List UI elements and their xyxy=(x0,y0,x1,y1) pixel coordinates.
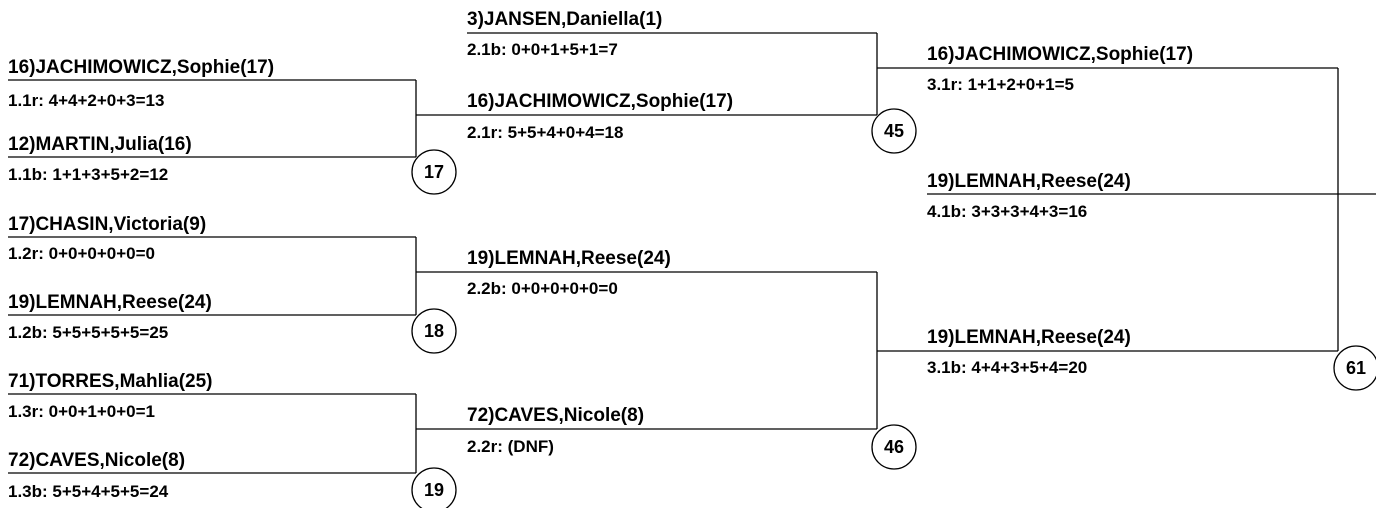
athlete-name: 12)MARTIN,Julia(16) xyxy=(8,134,192,155)
bout-number: 18 xyxy=(423,321,445,341)
score-line: 1.3r: 0+0+1+0+0=1 xyxy=(8,402,155,421)
score-line: 3.1r: 1+1+2+0+1=5 xyxy=(927,75,1074,94)
score-line: 4.1b: 3+3+3+4+3=16 xyxy=(927,202,1088,221)
athlete-name: 19)LEMNAH,Reese(24) xyxy=(467,248,671,269)
score-line: 1.1r: 4+4+2+0+3=13 xyxy=(8,91,165,110)
score-line: 2.1r: 5+5+4+0+4=18 xyxy=(467,123,624,142)
bout-number-badge xyxy=(872,109,916,153)
athlete-name: 17)CHASIN,Victoria(9) xyxy=(8,214,207,235)
athlete-name: 16)JACHIMOWICZ,Sophie(17) xyxy=(927,44,1194,65)
athlete-name: 16)JACHIMOWICZ,Sophie(17) xyxy=(467,91,734,112)
athlete-name: 16)JACHIMOWICZ,Sophie(17) xyxy=(8,57,275,78)
athlete-name: 71)TORRES,Mahlia(25) xyxy=(8,371,213,392)
bout-number: 17 xyxy=(423,162,445,182)
bout-number-badge xyxy=(412,309,456,353)
bout-number-badge xyxy=(412,150,456,194)
score-line: 1.3b: 5+5+4+5+5=24 xyxy=(8,482,169,501)
score-line: 1.2r: 0+0+0+0+0=0 xyxy=(8,244,155,263)
athlete-name: 3)JANSEN,Daniella(1) xyxy=(467,9,663,30)
bout-number: 61 xyxy=(1345,358,1367,378)
bout-number-badge xyxy=(412,468,456,508)
bout-number: 46 xyxy=(883,437,905,457)
score-line: 2.1b: 0+0+1+5+1=7 xyxy=(467,40,618,59)
athlete-name: 19)LEMNAH,Reese(24) xyxy=(8,292,212,313)
athlete-name: 19)LEMNAH,Reese(24) xyxy=(927,171,1131,192)
athlete-name: 19)LEMNAH,Reese(24) xyxy=(927,327,1131,348)
score-line: 3.1b: 4+4+3+5+4=20 xyxy=(927,358,1088,377)
score-line: 2.2b: 0+0+0+0+0=0 xyxy=(467,279,618,298)
score-line: 1.2b: 5+5+5+5+5=25 xyxy=(8,323,169,342)
bout-number-badge xyxy=(872,425,916,469)
bout-number: 45 xyxy=(883,121,905,141)
athlete-name: 72)CAVES,Nicole(8) xyxy=(467,405,645,426)
score-line: 1.1b: 1+1+3+5+2=12 xyxy=(8,165,169,184)
athlete-name: 72)CAVES,Nicole(8) xyxy=(8,450,186,471)
bout-number: 19 xyxy=(423,480,445,500)
bout-number-badge xyxy=(1334,346,1376,390)
score-line: 2.2r: (DNF) xyxy=(467,437,554,456)
